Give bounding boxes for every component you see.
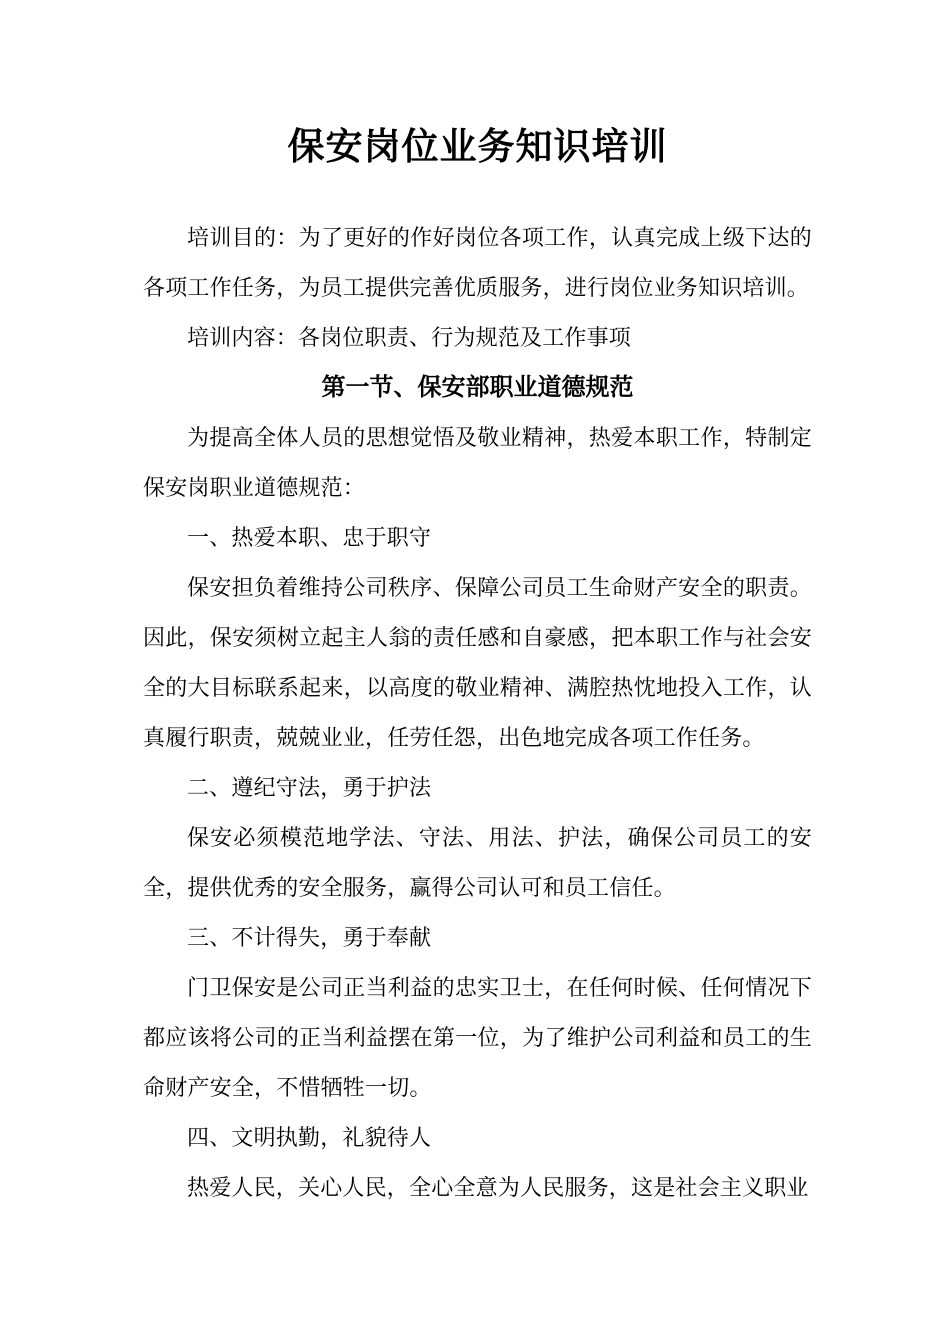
- item-2-title: 二、遵纪守法，勇于护法: [187, 775, 432, 800]
- document-title: 保安岗位业务知识培训: [287, 127, 668, 168]
- item-4-title: 四、文明执勤，礼貌待人: [187, 1125, 432, 1150]
- item-1-title: 一、热爱本职、忠于职守: [187, 525, 432, 550]
- section-1-intro-paragraph: 为提高全体人员的思想觉悟及敬业精神，热爱本职工作，特制定保安岗职业道德规范：: [143, 425, 812, 500]
- item-3-body-paragraph: 门卫保安是公司正当利益的忠实卫士，在任何时候、任何情况下都应该将公司的正当利益摆在第一位，为了维护公司利益和员工的生命财产安全，不惜牺牲一切。: [143, 975, 812, 1100]
- training-content-paragraph: 培训内容：各岗位职责、行为规范及工作事项: [187, 325, 632, 350]
- training-purpose-paragraph: 培训目的：为了更好的作好岗位各项工作，认真完成上级下达的各项工作任务，为员工提供完善优质服务，进行岗位业务知识培训。: [143, 225, 812, 300]
- item-2-body-paragraph: 保安必须模范地学法、守法、用法、护法，确保公司员工的安全，提供优秀的安全服务，赢得公司认可和员工信任。: [143, 825, 812, 900]
- item-3-title: 三、不计得失，勇于奉献: [187, 925, 432, 950]
- section-1-heading: 第一节、保安部职业道德规范: [321, 375, 634, 401]
- item-1-body-paragraph: 保安担负着维持公司秩序、保障公司员工生命财产安全的职责。因此，保安须树立起主人翁的责任感和自豪感，把本职工作与社会安全的大目标联系起来，以高度的敬业精神、满腔热忱地投入工作，认真履行职责，兢兢业业，任劳任怨，出色地完成各项工作任务。: [143, 575, 812, 750]
- item-4-body-paragraph: 热爱人民，关心人民，全心全意为人民服务，这是社会主义职业: [187, 1175, 809, 1200]
